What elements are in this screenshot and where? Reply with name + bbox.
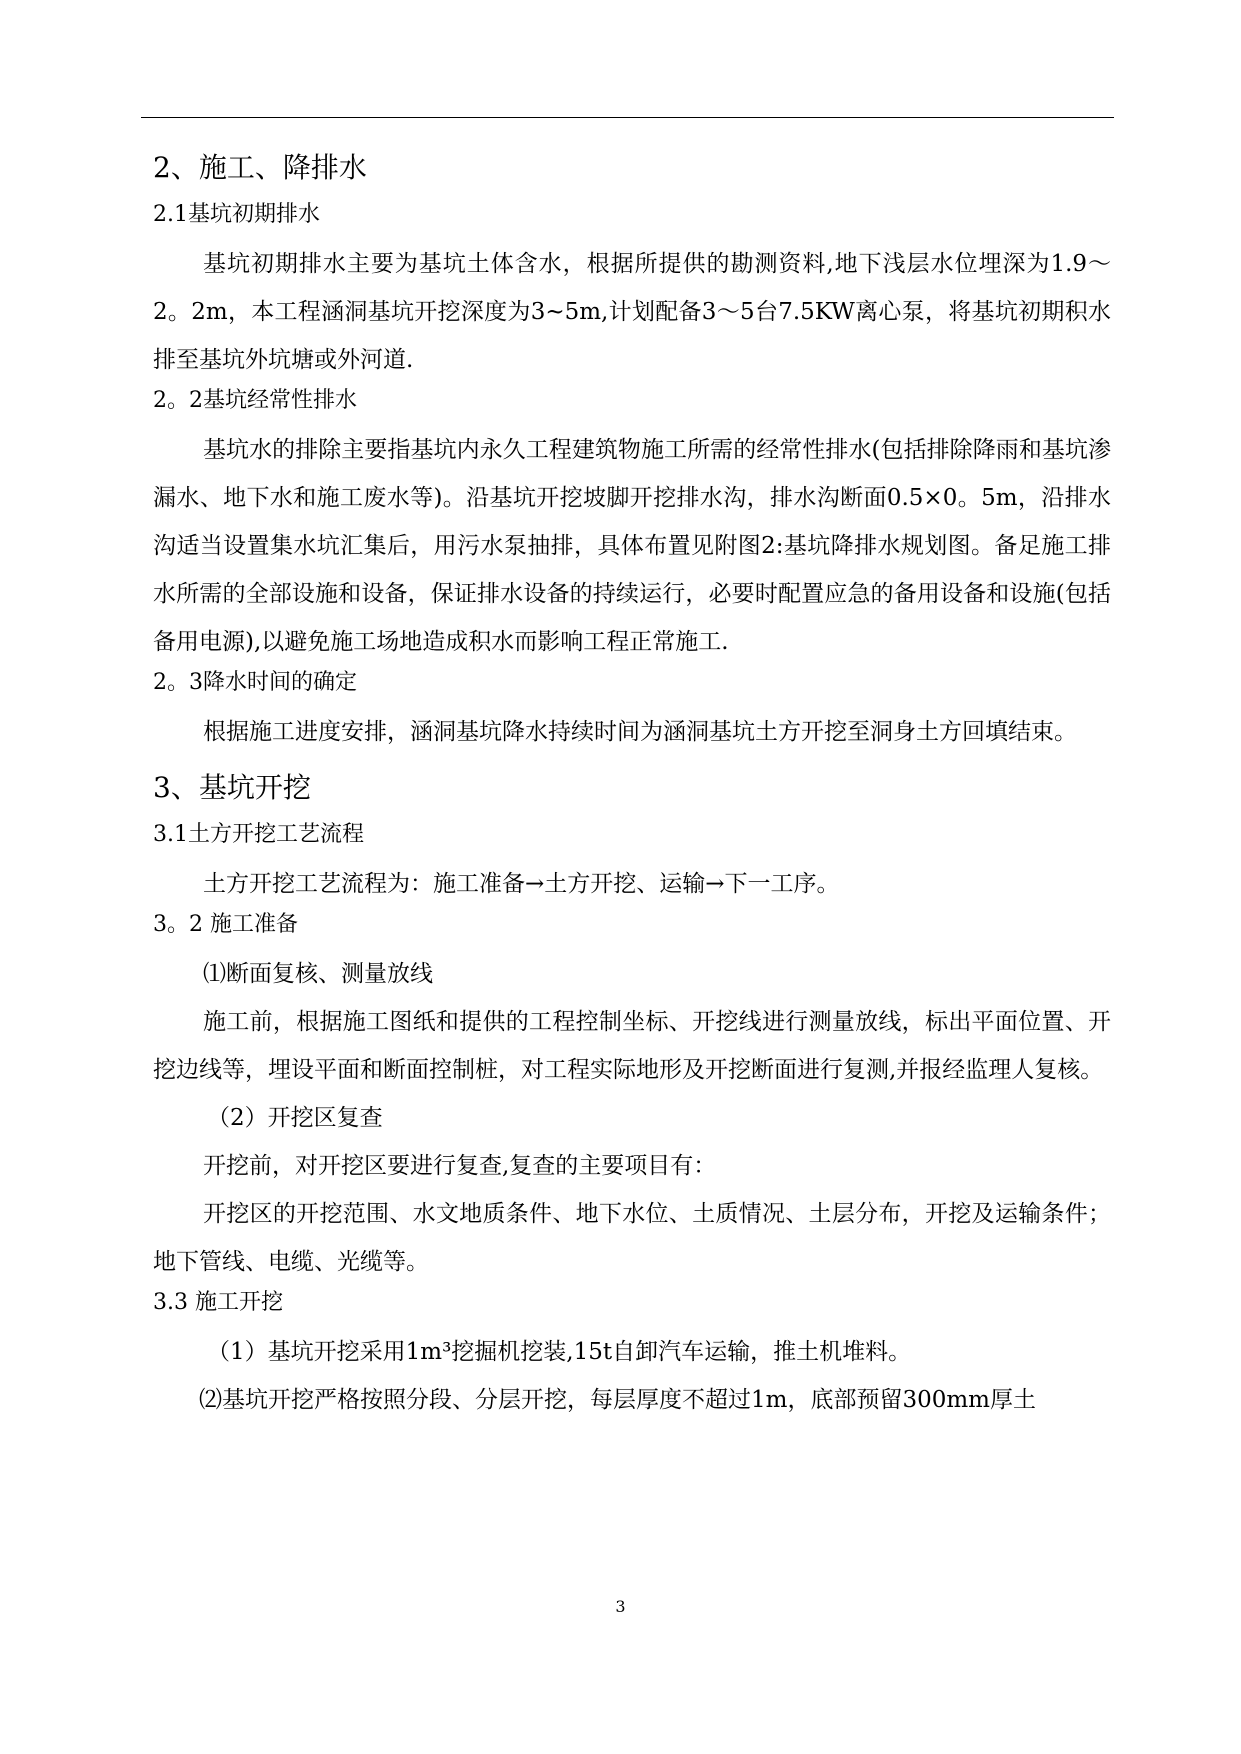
subsection-heading: 3.1土方开挖工艺流程 <box>153 822 364 847</box>
list-item: （1）基坑开挖采用1m³挖掘机挖装,15t自卸汽车运输，推土机堆料。 <box>207 1339 912 1365</box>
document-body <box>153 148 1111 1424</box>
section-heading: 2、施工、降排水 <box>153 151 367 184</box>
list-item: ⑵基坑开挖严格按照分段、分层开挖，每层厚度不超过1m，底部预留300mm厚土 <box>199 1387 1036 1413</box>
paragraph: 根据施工进度安排，涵洞基坑降水持续时间为涵洞基坑土方开挖至洞身土方回填结束。 <box>203 719 1077 745</box>
paragraph: 开挖前，对开挖区要进行复查,复查的主要项目有： <box>203 1153 717 1179</box>
header-rule <box>141 117 1114 118</box>
paragraph: 施工前，根据施工图纸和提供的工程控制坐标、开挖线进行测量放线，标出平面位置、开挖边线等，埋设平面和断面控制桩，对工程实际地形及开挖断面进行复测,并报经监理人复核。 <box>153 1009 1111 1083</box>
subsection-heading: 3.3 施工开挖 <box>153 1290 283 1315</box>
subsection-heading: 3。2 施工准备 <box>153 912 298 937</box>
paragraph: 开挖区的开挖范围、水文地质条件、地下水位、土质情况、土层分布，开挖及运输条件；地下管线、电缆、光缆等。 <box>153 1201 1111 1275</box>
subsection-heading: 2.1基坑初期排水 <box>153 202 320 227</box>
subsection-heading: 2。2基坑经常性排水 <box>153 388 357 413</box>
subsection-heading: 2。3降水时间的确定 <box>153 670 357 695</box>
section-heading: 3、基坑开挖 <box>153 771 311 804</box>
paragraph: 基坑水的排除主要指基坑内永久工程建筑物施工所需的经常性排水(包括排除降雨和基坑渗漏水、地下水和施工废水等)。沿基坑开挖坡脚开挖排水沟，排水沟断面0.5×0。5m，沿排水沟适当设置集水坑汇集后，用污水泵抽排，具体布置见附图2:基坑降排水规划图。备足施工排水所需的全部设施和设备，保证排水设备的持续运行，必要时配置应急的备用设备和设施(包括备用电源),以避免施工场地造成积水而影响工程正常施工. <box>153 437 1111 655</box>
list-item-heading: ⑴断面复核、测量放线 <box>203 961 433 987</box>
page-number: 3 <box>615 1597 626 1616</box>
paragraph: 基坑初期排水主要为基坑土体含水，根据所提供的勘测资料,地下浅层水位埋深为1.9～2。2m，本工程涵洞基坑开挖深度为3~5m,计划配备3～5台7.5KW离心泵，将基坑初期积水排至基坑外坑塘或外河道. <box>153 251 1111 373</box>
paragraph: 土方开挖工艺流程为：施工准备→土方开挖、运输→下一工序。 <box>203 871 840 897</box>
list-item-heading: （2）开挖区复查 <box>207 1105 383 1131</box>
